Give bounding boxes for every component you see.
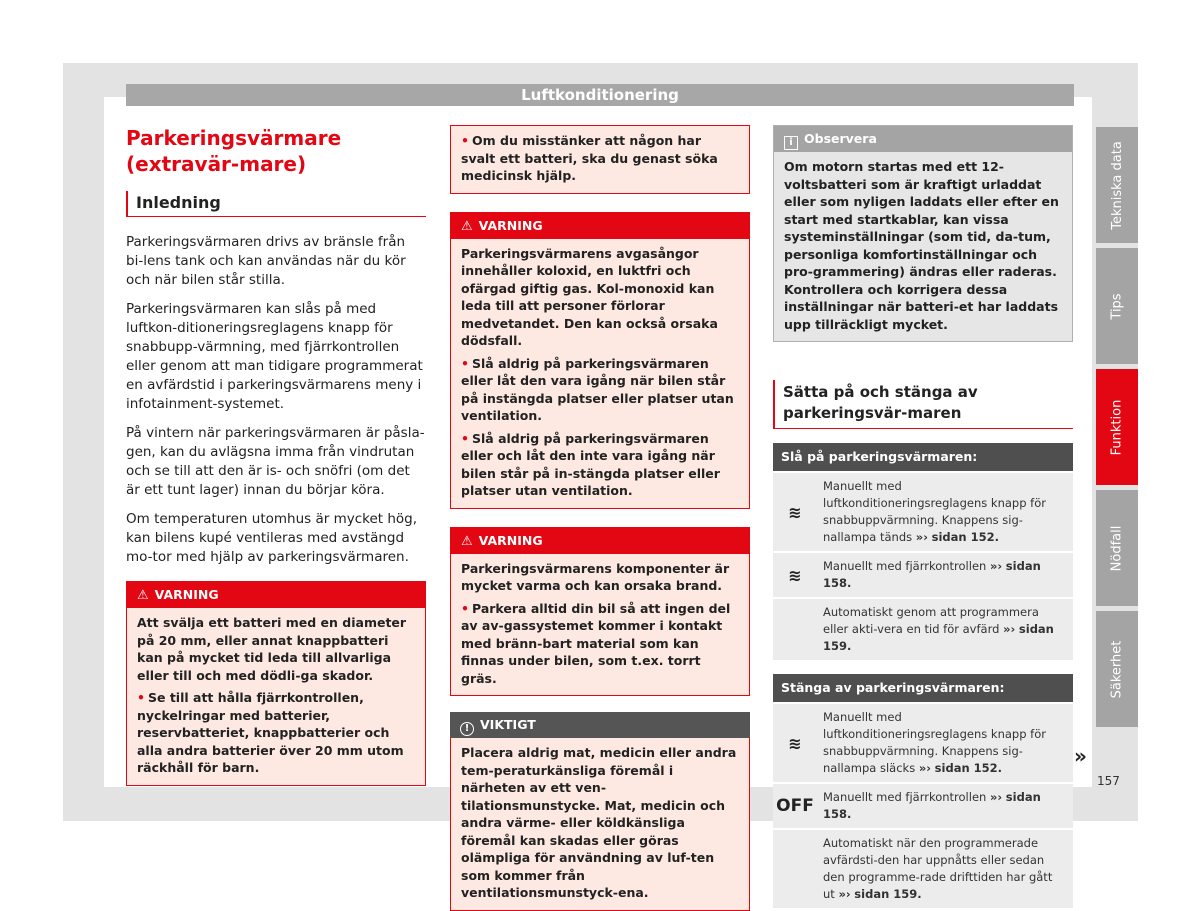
tab-tips[interactable]: Tips: [1096, 248, 1138, 364]
heat-icon: ≋: [788, 733, 802, 753]
warning-box-fire: [450, 527, 750, 697]
exclamation-icon: !: [460, 722, 474, 736]
tab-tekniska-data[interactable]: Tekniska data: [1096, 127, 1138, 243]
table-row: [773, 782, 1073, 828]
table-row: [773, 702, 1073, 782]
table-row: [773, 551, 1073, 597]
warning-box-battery: [126, 581, 426, 786]
heat-icon: ≋: [788, 502, 802, 522]
table-header: Stänga av parkeringsvärmaren:: [773, 674, 1073, 702]
warning-body: [127, 608, 425, 785]
note-box: [773, 125, 1073, 342]
row-text: Manuellt med fjärrkontrollen »› sidan 158.: [823, 790, 1041, 821]
tab-nodfall[interactable]: Nödfall: [1096, 490, 1138, 606]
warning-bullet: • Parkera alltid din bil så att ingen del av av-gassystemet kommer i kontakt med bränn-bart material som kan finnas under bilen, som t.ex. torrt gräs.: [461, 600, 731, 686]
page-link[interactable]: sidan 159.: [823, 622, 1054, 653]
column-right: [773, 125, 1073, 908]
chapter-header: Luftkonditionering: [126, 84, 1074, 106]
page-link[interactable]: sidan 159.: [854, 887, 922, 901]
section-title: Sätta på och stänga av parkeringsvär-maren: [773, 380, 1073, 429]
warning-text: Parkeringsvärmarens avgasångor innehåller koloxid, en luktfri och ofärgad giftig gas. Kol-monoxid kan leda till att personer förlorar medvetandet. Den kan också orsaka dödsfall.: [461, 245, 718, 348]
warning-box-exhaust: [450, 212, 750, 509]
switch-on-table: [773, 443, 1073, 660]
intro-paragraph-3: På vintern när parkeringsvärmaren är påsla-gen, kan du avlägsna imma från vindrutan och se till att den är is- och snöfri (om det är ett tunt lager) innan du börjar köra.: [126, 425, 425, 498]
warning-header: ⚠ VARNING: [127, 582, 425, 608]
important-text: Placera aldrig mat, medicin eller andra tem-peraturkänsliga föremål i närheten av ett ven-tilationsmunstycke. Mat, medicin och andra värme- eller köldkänsliga föremål kan skadas eller göras olämpliga för användning av luf-ten som kommer från ventilationsmunstyck-ena.: [450, 738, 750, 911]
off-icon: OFF: [776, 796, 814, 816]
note-text: Om motorn startas med ett 12-voltsbatteri som är kraftigt urladdat eller som nyligen laddats eller efter en start med startkablar, kan vissa systeminställningar (som tid, da-tum, personliga komfortinställningar och pro-grammering) ändras eller raderas. Kontrollera och korrigera dessa inställningar när batteri-et har laddats upp tillräckligt mycket.: [784, 159, 1059, 332]
table-row: [773, 597, 1073, 660]
section-subtitle: Inledning: [126, 191, 426, 217]
warning-bullet-1: • Slå aldrig på parkeringsvärmaren eller låt den vara igång när bilen står på instängda platser eller platser utan ventilation.: [461, 355, 734, 423]
warning-text: Parkeringsvärmarens komponenter är mycket varma och kan orsaka brand.: [461, 560, 730, 593]
warning-continued-body: [451, 126, 749, 193]
page-link[interactable]: sidan 158.: [823, 559, 1041, 590]
row-text: Manuellt med luftkonditioneringsreglagens knapp för snabbuppvärmning. Knappens sig-nallampa tänds »› sidan 152.: [823, 479, 1046, 544]
main-title: Parkeringsvärmare (extravär-mare): [126, 126, 342, 176]
switch-off-table: [773, 674, 1073, 908]
continue-mark: »: [1074, 744, 1087, 768]
table-row: [773, 471, 1073, 551]
table-header: Slå på parkeringsvärmaren:: [773, 443, 1073, 471]
warning-body: [451, 239, 749, 508]
warning-body: [451, 554, 749, 696]
intro-paragraph-2: Parkeringsvärmaren kan slås på med luftkon-ditioneringsreglagens knapp för snabbupp-värmning, med fjärrkontrollen eller genom att man tidigare programmerat en avfärdstid i parkeringsvärmarens meny i infotainment-systemet.: [126, 301, 423, 412]
column-left: [126, 125, 426, 786]
intro-paragraph-4: Om temperaturen utomhus är mycket hög, kan bilens kupé ventileras med avstängd mo-tor med hjälp av parkeringsvärmaren.: [126, 511, 418, 565]
important-header: ! VIKTIGT: [450, 712, 750, 738]
row-text: Manuellt med luftkonditioneringsreglagens knapp för snabbuppvärmning. Knappens sig-nallampa släcks »› sidan 152.: [823, 710, 1046, 775]
warning-header: ⚠ VARNING: [451, 528, 749, 554]
row-text: Manuellt med fjärrkontrollen »› sidan 158.: [823, 559, 1041, 590]
row-text: Automatiskt genom att programmera eller akti-vera en tid för avfärd »› sidan 159.: [823, 605, 1054, 653]
important-box: [450, 712, 750, 911]
intro-paragraph-1: Parkeringsvärmaren drivs av bränsle från bi-lens tank och kan användas när du kör och när bilen står stilla.: [126, 234, 406, 288]
warning-continued-box: [450, 125, 750, 194]
warning-text: Att svälja ett batteri med en diameter på 20 mm, eller annat knappbatteri kan på mycket tid leda till allvarliga eller till och med dödli-ga skador.: [137, 615, 407, 683]
table-row: [773, 828, 1073, 908]
warning-header: ⚠ VARNING: [451, 213, 749, 239]
page-link[interactable]: sidan 152.: [931, 530, 999, 544]
column-middle: [450, 125, 750, 911]
warning-continued-bullet: • Om du misstänker att någon har svalt ett batteri, ska du genast söka medicinsk hjälp.: [461, 133, 718, 183]
warning-bullet: • Se till att hålla fjärrkontrollen, nyckelringar med batterier, reservbatteriet, knappbatterier och alla andra batterier över 20 mm utom räckhåll för barn.: [137, 690, 404, 775]
page-link[interactable]: sidan 152.: [934, 761, 1003, 775]
page-number: 157: [1097, 774, 1120, 788]
warning-triangle-icon: ⚠: [137, 588, 149, 603]
warning-bullet-2: • Slå aldrig på parkeringsvärmaren eller och låt den inte vara igång när bilen står på in-stängda platser eller platser utan ventilation.: [461, 430, 720, 498]
remote-heat-icon: ≋: [788, 565, 802, 585]
note-header: i Observera: [774, 126, 1072, 152]
tab-funktion[interactable]: Funktion: [1096, 369, 1138, 485]
page-link[interactable]: sidan 158.: [823, 790, 1041, 821]
warning-triangle-icon: ⚠: [461, 533, 473, 549]
info-icon: i: [784, 136, 798, 150]
tab-sakerhet[interactable]: Säkerhet: [1096, 611, 1138, 727]
warning-triangle-icon: ⚠: [461, 218, 473, 234]
row-text: Automatiskt när den programmerade avfärdsti-den har uppnåtts eller sedan den programme-rade drifttiden har gått ut »› sidan 159.: [823, 836, 1053, 901]
